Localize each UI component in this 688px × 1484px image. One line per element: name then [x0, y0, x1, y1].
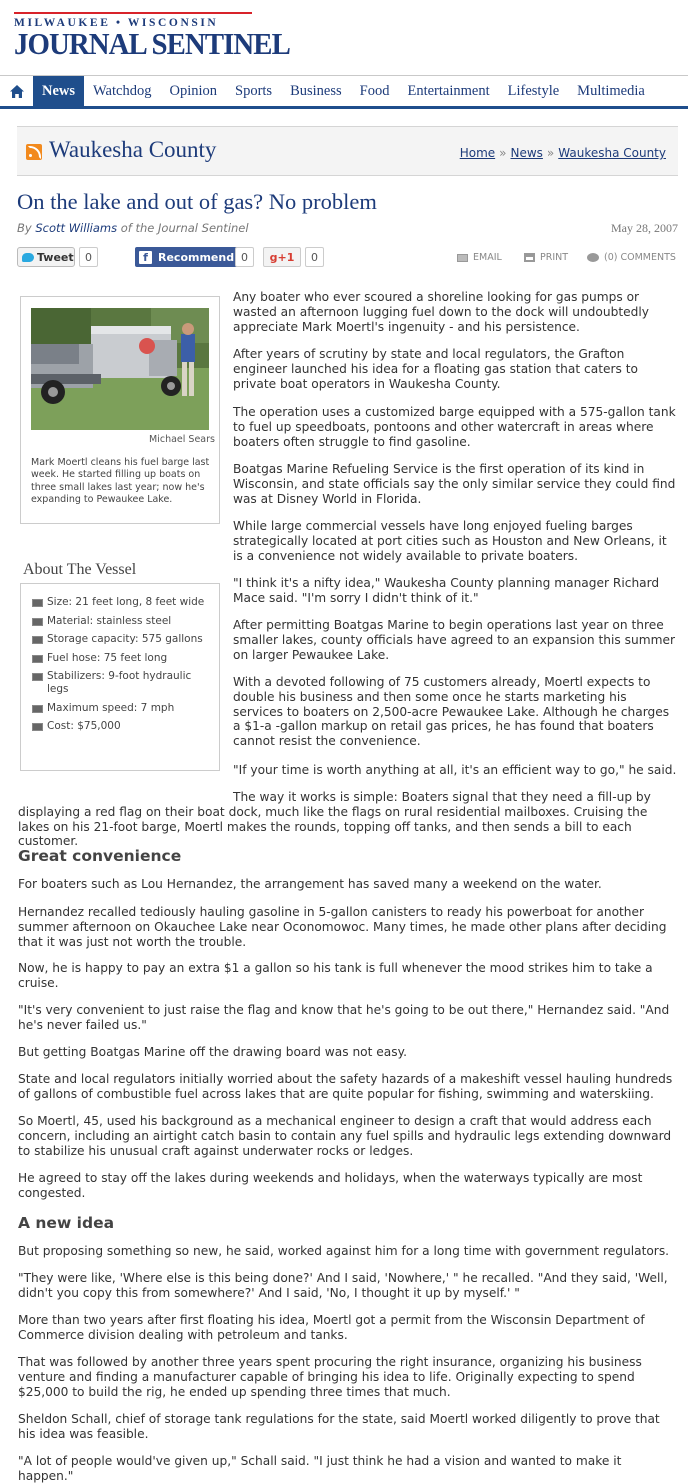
- body-paragraph: But proposing something so new, he said, worked against him for a long time with government regulators.: [18, 1244, 670, 1258]
- comment-bubble-icon: [587, 253, 599, 262]
- nav-item-opinion[interactable]: Opinion: [169, 82, 217, 99]
- body-paragraph: But getting Boatgas Marine off the drawing board was not easy.: [18, 1045, 407, 1059]
- google-plus-button[interactable]: g+1: [263, 247, 301, 267]
- email-icon: [457, 254, 468, 262]
- breadcrumb: [460, 146, 666, 160]
- body-paragraph: The way it works is simple: Boaters signal that they need a fill-up by displaying a red flag on their boat dock, much like the flags on rural residential mailboxes. Cruising the lakes on his 21-foot barge, Moertl makes the rounds, topping off tanks, and then sends a bill to each customer.: [18, 790, 651, 849]
- byline: [17, 221, 249, 235]
- nav-item-multimedia[interactable]: Multimedia: [577, 82, 645, 99]
- article-photo[interactable]: [31, 308, 209, 430]
- body-paragraph: The operation uses a customized barge equipped with a 575-gallon tank to fuel up speedboats, pontoons and other watercraft in areas where boaters often struggle to find gasoline.: [233, 405, 676, 449]
- main-nav: [0, 75, 688, 109]
- section-title[interactable]: Waukesha County: [49, 137, 217, 162]
- body-paragraph: After years of scrutiny by state and local regulators, the Grafton engineer launched his idea for a floating gas station that caters to private boat operators in Waukesha County.: [233, 347, 638, 391]
- print-label: PRINT: [540, 252, 569, 263]
- article-headline: On the lake and out of gas? No problem: [17, 189, 377, 214]
- comments-label: (0) COMMENTS: [604, 252, 676, 263]
- photo-illustration: [31, 308, 209, 430]
- body-paragraph: "I think it's a nifty idea," Waukesha County planning manager Richard Mace said. "I'm sorry I didn't think of it.": [233, 576, 660, 605]
- google-plus-count: 0: [305, 247, 324, 267]
- facebook-recommend-button[interactable]: [135, 247, 243, 267]
- breadcrumb-waukesha-county[interactable]: Waukesha County: [558, 146, 666, 160]
- body-paragraph: Hernandez recalled tediously hauling gasoline in 5-gallon canisters to ready his powerboat for another summer afternoon on Okauchee Lake near Oconomowoc. Many times, he made other plans after deciding that it was just not worth the trouble.: [18, 905, 667, 949]
- photo-caption: Mark Moertl cleans his fuel barge last week. He started filling up boats on three small lakes last year; now he's expanding to Pewaukee Lake.: [31, 457, 210, 505]
- article-date: May 28, 2007: [611, 221, 678, 235]
- photo-credit: Michael Sears: [149, 434, 215, 445]
- vessel-facts-box: [20, 583, 220, 771]
- body-paragraph: "If your time is worth anything at all, it's an efficient way to go," he said.: [233, 763, 677, 777]
- body-paragraph: Boatgas Marine Refueling Service is the first operation of its kind in Wisconsin, and state officials say the only similar service they could find was at Disney World in Florida.: [233, 462, 676, 506]
- breadcrumb-news[interactable]: News: [510, 146, 543, 160]
- body-paragraph: More than two years after first floating his idea, Moertl got a permit from the Wisconsin Department of Commerce division dealing with petroleum and tanks.: [18, 1313, 645, 1342]
- body-paragraph: After permitting Boatgas Marine to begin operations last year on three smaller lakes, county officials have agreed to an expansion this summer on larger Pewaukee Lake.: [233, 618, 675, 662]
- nav-item-business[interactable]: Business: [290, 82, 342, 99]
- nav-item-sports[interactable]: Sports: [235, 82, 273, 99]
- section-header: [17, 126, 678, 176]
- nav-item-food[interactable]: Food: [359, 82, 390, 99]
- body-paragraph: Any boater who ever scoured a shoreline looking for gas pumps or wasted an afternoon lugging fuel down to the dock will undoubtedly appreciate Mark Moertl's ingenuity - and his persistence.: [233, 290, 649, 334]
- body-paragraph: For boaters such as Lou Hernandez, the arrangement has saved many a weekend on the water.: [18, 877, 602, 891]
- rss-icon[interactable]: [26, 144, 42, 160]
- breadcrumb-separator: »: [546, 146, 555, 160]
- vessel-title: About The Vessel: [23, 561, 137, 578]
- home-icon: [9, 84, 25, 99]
- byline-suffix: of the Journal Sentinel: [120, 221, 249, 235]
- breadcrumb-separator: »: [499, 146, 507, 160]
- subhead-great-convenience: Great convenience: [18, 847, 182, 865]
- nav-home[interactable]: [0, 76, 33, 106]
- vessel-fact: Size: 21 feet long, 8 feet wide: [32, 596, 213, 609]
- nav-item-entertainment[interactable]: Entertainment: [407, 82, 490, 99]
- body-paragraph: Sheldon Schall, chief of storage tank regulations for the state, said Moertl worked diligently to prove that his idea was feasible.: [18, 1412, 660, 1441]
- vessel-fact: Cost: $75,000: [32, 720, 213, 733]
- vessel-fact: Stabilizers: 9-foot hydraulic legs: [32, 670, 213, 696]
- recommend-label: Recommend: [158, 250, 235, 264]
- body-paragraph: Now, he is happy to pay an extra $1 a gallon so his tank is full whenever the mood strikes him to take a cruise.: [18, 961, 653, 990]
- vessel-fact: Storage capacity: 575 gallons: [32, 633, 213, 646]
- subhead-a-new-idea: A new idea: [18, 1214, 115, 1232]
- facebook-icon: f: [139, 251, 152, 264]
- body-paragraph: So Moertl, 45, used his background as a mechanical engineer to design a craft that would address each concern, including an airtight catch basin to contain any fuel spills and hydraulic legs extending downward to stabilize his unusual craft against underwater rocks or ledges.: [18, 1114, 672, 1158]
- body-paragraph: While large commercial vessels have long enjoyed fueling barges strategically located at port cities such as Houston and New Orleans, it is a convenience not widely available to private boaters.: [233, 519, 667, 563]
- breadcrumb-home[interactable]: Home: [459, 146, 496, 160]
- tweet-count: 0: [79, 247, 98, 267]
- share-bar: [17, 246, 678, 270]
- byline-prefix: By: [17, 221, 32, 235]
- vessel-fact: Material: stainless steel: [32, 615, 213, 628]
- recommend-count: 0: [235, 247, 254, 267]
- masthead-logo[interactable]: [14, 12, 290, 64]
- twitter-bird-icon: [22, 253, 34, 262]
- body-paragraph: "They were like, 'Where else is this being done?' And I said, 'Nowhere,' " he recalled. "And they said, 'Well, didn't you copy this from somewhere?' And I said, 'No, I thought it up by myself.' ": [18, 1271, 668, 1300]
- nav-item-news[interactable]: News: [33, 76, 84, 106]
- author-link[interactable]: Scott Williams: [35, 221, 118, 235]
- masthead-name: JOURNAL SENTINEL: [14, 26, 290, 61]
- print-link[interactable]: [524, 252, 568, 263]
- comments-link[interactable]: [587, 252, 676, 263]
- body-paragraph: "It's very convenient to just raise the flag and know that he's going to be out there," Hernandez said. "And he's never failed us.": [18, 1003, 670, 1032]
- vessel-fact: Fuel hose: 75 feet long: [32, 652, 213, 665]
- print-icon: [524, 253, 535, 262]
- tweet-label: Tweet: [37, 250, 74, 264]
- nav-item-lifestyle[interactable]: Lifestyle: [507, 82, 560, 99]
- body-paragraph: "A lot of people would've given up," Schall said. "I just think he had a vision and wanted to make it happen.": [18, 1454, 622, 1483]
- body-paragraph: He agreed to stay off the lakes during weekends and holidays, when the waterways typically are most congested.: [18, 1171, 643, 1200]
- photo-box: [20, 296, 220, 524]
- email-label: EMAIL: [473, 252, 502, 263]
- email-link[interactable]: [457, 252, 502, 263]
- tweet-button[interactable]: [17, 247, 75, 267]
- masthead-location: MILWAUKEE • WISCONSIN: [14, 12, 252, 29]
- nav-item-watchdog[interactable]: Watchdog: [93, 82, 152, 99]
- vessel-fact: Maximum speed: 7 mph: [32, 702, 213, 715]
- body-paragraph: With a devoted following of 75 customers already, Moertl expects to double his business and then some once he starts marketing his services to boaters on 2,500-acre Pewaukee Lake. Although he charges a $1-a -gallon markup on retail gas prices, he has found that boaters cannot resist the convenience.: [233, 675, 670, 749]
- body-paragraph: That was followed by another three years spent procuring the right insurance, organizing his business venture and finding a manufacturer capable of bringing his idea to life. Originally expecting to spend $25,000 to build the rig, he ended up spending three times that much.: [18, 1355, 642, 1399]
- body-paragraph: State and local regulators initially worried about the safety hazards of a makeshift vessel hauling hundreds of gallons of combustible fuel across lakes that are quite popular for fishing, swimming and waterskiing.: [18, 1072, 673, 1101]
